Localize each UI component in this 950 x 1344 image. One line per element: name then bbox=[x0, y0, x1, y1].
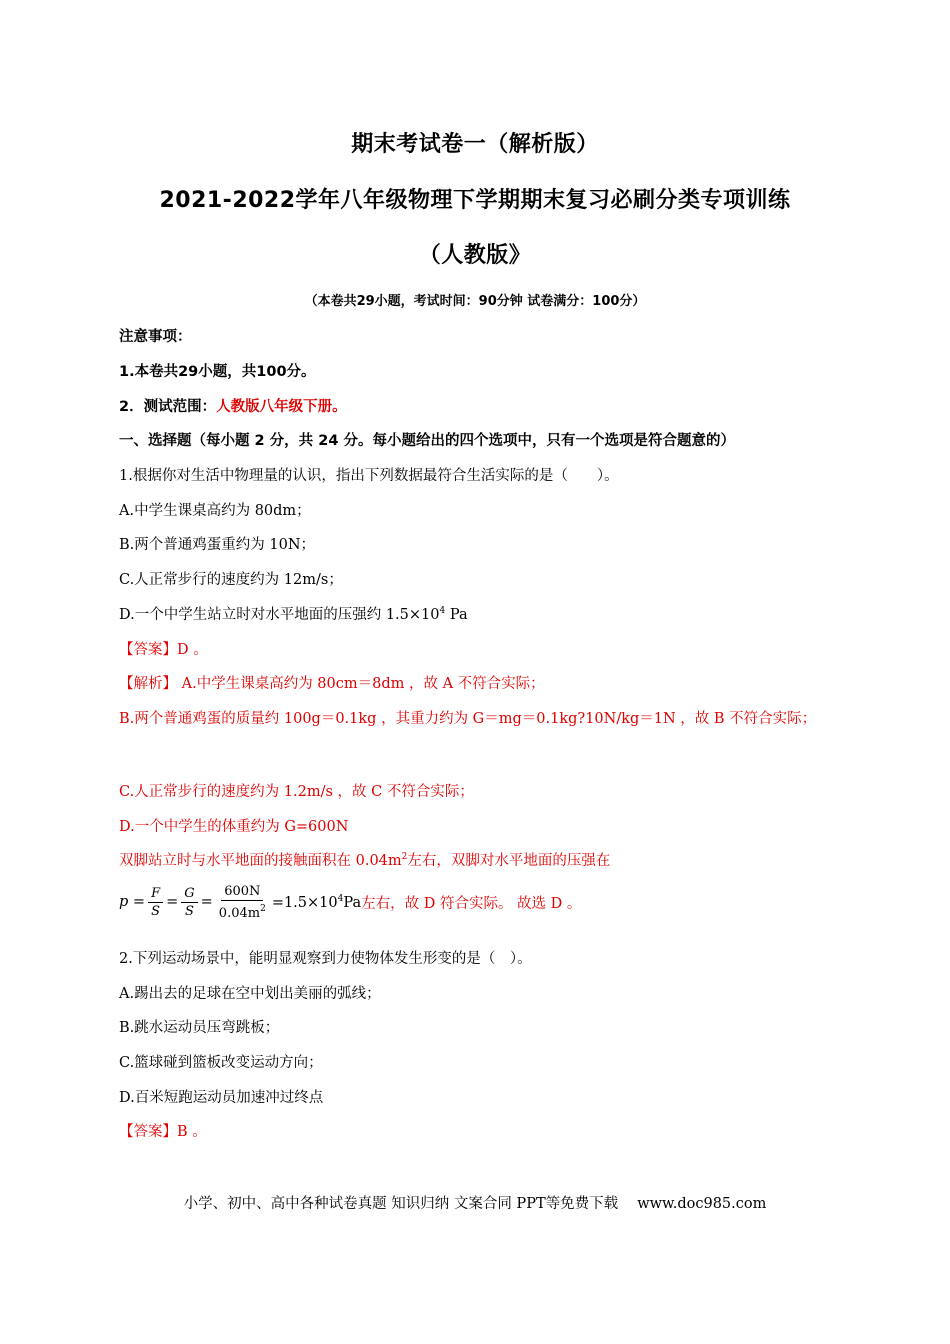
q1-analysis-a-text: A.中学生课桌高约为 80cm＝8dm ，故 A 不符合实际； bbox=[177, 676, 545, 692]
notes-item-1: 1.本卷共29小题，共100分。 bbox=[119, 364, 316, 380]
page-footer: 小学、初中、高中各种试卷真题 知识归纳 文案合同 PPT等免费下载 www.doc985.com bbox=[183, 1196, 767, 1212]
fraction-numerator-600n: 600N bbox=[221, 883, 263, 901]
section-1-heading: 一、选择题（每小题 2 分，共 24 分。每小题给出的四个选项中，只有一个选项是符合题意的） bbox=[119, 433, 735, 449]
fraction-denominator-area bbox=[216, 901, 269, 922]
title-line-1: 期末考试卷一（解析版） bbox=[351, 132, 599, 157]
q1-option-d-exponent: 4 bbox=[439, 606, 446, 616]
formula-result-text: =1.5×10 bbox=[271, 894, 338, 911]
formula-result bbox=[272, 894, 361, 911]
fraction-g-over-s bbox=[181, 885, 197, 920]
q1-analysis-tag: 【解析】 bbox=[119, 676, 177, 692]
fraction-numerator-g: G bbox=[181, 885, 197, 903]
formula-tail: 左右，故 D 符合实际。 故选 D 。 bbox=[361, 895, 582, 912]
q1-stem: 1.根据你对生活中物理量的认识，指出下列数据最符合生活实际的是（ ）。 bbox=[119, 468, 619, 484]
title-line-3: （人教版》 bbox=[418, 243, 532, 268]
q1-contact-text: 双脚站立时与水平地面的接触面积在 0.04m bbox=[119, 853, 402, 869]
q1-option-b: B.两个普通鸡蛋重约为 10N； bbox=[119, 537, 316, 553]
formula-p: p bbox=[119, 894, 129, 910]
fraction-f-over-s bbox=[148, 885, 163, 920]
q1-option-d bbox=[119, 603, 468, 624]
q1-analysis-a bbox=[119, 672, 545, 693]
q2-stem: 2.下列运动场景中，能明显观察到力使物体发生形变的是（ ）。 bbox=[119, 951, 532, 967]
q1-analysis-b: B.两个普通鸡蛋的质量约 100g＝0.1kg ，其重力约为 G＝mg＝0.1kg?10N/kg＝1N ，故 B 不符合实际； bbox=[119, 711, 817, 727]
q1-option-c: C.人正常步行的速度约为 12m/s； bbox=[119, 572, 343, 588]
q1-answer: 【答案】D 。 bbox=[119, 642, 208, 658]
q2-option-c: C.篮球碰到篮板改变运动方向； bbox=[119, 1055, 323, 1071]
q2-option-b: B.跳水运动员压弯跳板； bbox=[119, 1020, 280, 1036]
notes-item-2-prefix: 2．测试范围： bbox=[119, 399, 217, 415]
pressure-formula: p = $\frac{F}{S}$ = $\frac{G}{S}$ = $\frac{600N}{0.04m^2}$ $=1.5\times 10^4Pa$ 左右，故 D 符合实际。 故选 D 。 bbox=[119, 883, 582, 921]
q1-analysis-contact bbox=[119, 849, 610, 870]
fraction-numerator-f: F bbox=[148, 885, 163, 903]
notes-item-2-scope: 人教版八年级下册。 bbox=[216, 399, 347, 415]
fraction-values bbox=[216, 883, 269, 922]
q1-contact-tail: 左右，双脚对水平地面的压强在 bbox=[407, 853, 611, 869]
formula-result-unit: Pa bbox=[343, 894, 362, 911]
fraction-denominator-s2: S bbox=[184, 903, 194, 919]
fraction-denominator-area-exponent: 2 bbox=[260, 903, 266, 914]
fraction-denominator-area-text: 0.04m bbox=[218, 905, 261, 921]
q1-analysis-c: C.人正常步行的速度约为 1.2m/s ，故 C 不符合实际； bbox=[119, 784, 474, 800]
q1-option-a: A.中学生课桌高约为 80dm； bbox=[119, 503, 311, 519]
q1-option-d-unit: Pa bbox=[445, 607, 468, 623]
notes-heading: 注意事项： bbox=[119, 329, 192, 345]
q1-analysis-d: D.一个中学生的体重约为 G=600N bbox=[119, 819, 349, 835]
formula-result-exponent: 4 bbox=[337, 893, 344, 904]
q2-option-d: D.百米短跑运动员加速冲过终点 bbox=[119, 1090, 324, 1106]
q2-option-a: A.踢出去的足球在空中划出美丽的弧线； bbox=[119, 986, 381, 1002]
q2-answer: 【答案】B 。 bbox=[119, 1124, 207, 1140]
exam-note: （本卷共29小题，考试时间：90分钟 试卷满分：100分） bbox=[304, 294, 646, 309]
q1-contact-exponent: 2 bbox=[401, 852, 408, 862]
title-line-2: 2021-2022学年八年级物理下学期期末复习必刷分类专项训练 bbox=[159, 188, 791, 213]
q1-option-d-text: D.一个中学生站立时对水平地面的压强约 1.5×10 bbox=[119, 607, 440, 623]
fraction-denominator-s1: S bbox=[151, 903, 161, 919]
notes-item-2 bbox=[119, 395, 347, 416]
